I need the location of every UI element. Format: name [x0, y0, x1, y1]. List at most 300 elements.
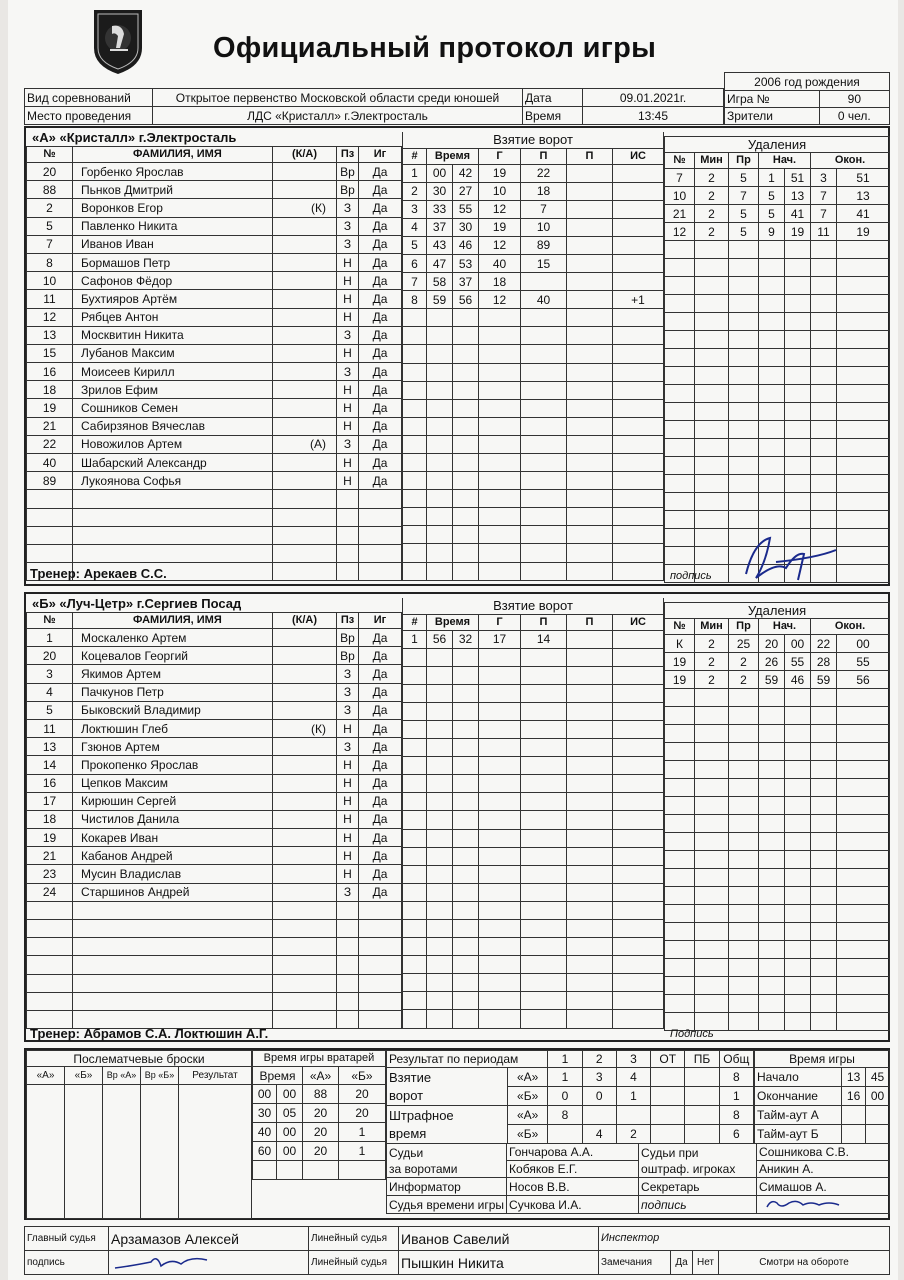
goal-second: 32: [453, 630, 479, 648]
player-name: Быковский Владимир: [73, 701, 273, 719]
end-sec: 00: [866, 1087, 890, 1106]
goal-assist-1: 10: [521, 218, 567, 236]
pen-end-min: 11: [811, 223, 837, 241]
table-row: [403, 702, 664, 720]
goal-number: 3: [403, 200, 427, 218]
player-position: Н: [337, 756, 359, 774]
timeout-b-label: Тайм-аут Б: [755, 1125, 842, 1144]
table-row: [27, 792, 402, 810]
period-value: 8: [719, 1068, 753, 1087]
goal-col-p1: П: [521, 614, 567, 630]
team-a-coach: Тренер: Арекаев С.С.: [30, 566, 167, 581]
goal-assist-1: 18: [521, 182, 567, 200]
end-min: 16: [842, 1087, 866, 1106]
player-position: Н: [337, 290, 359, 308]
table-row: [403, 472, 664, 490]
pen-start-sec: 46: [785, 671, 811, 689]
player-played: Да: [359, 235, 402, 253]
pen-col-num: №: [665, 153, 695, 169]
pen-start-sec: 19: [785, 223, 811, 241]
table-row: [403, 508, 664, 526]
goal-number: 7: [403, 273, 427, 291]
period-value: [685, 1068, 719, 1087]
goal-second: 53: [453, 254, 479, 272]
player-number: 13: [27, 738, 73, 756]
pen-start-sec: 41: [785, 205, 811, 223]
period-value: 0: [582, 1087, 616, 1106]
player-role: [273, 290, 337, 308]
line-judge-label-2: Линейный судья: [309, 1251, 399, 1275]
pen-end-min: 22: [811, 635, 837, 653]
pen-start-sec: 13: [785, 187, 811, 205]
goal-col-g: Г: [479, 148, 521, 164]
line-judge-2: Пышкин Никита: [399, 1251, 599, 1275]
header-table: [24, 88, 724, 125]
period-value: 4: [616, 1068, 650, 1087]
date-value: 09.01.2021г.: [583, 89, 724, 107]
game-time-title: Время игры: [755, 1051, 890, 1068]
pen-reason: 2: [729, 653, 759, 671]
player-name: Мусин Владислав: [73, 865, 273, 883]
player-name: Пачкунов Петр: [73, 683, 273, 701]
pen-end-sec: 41: [837, 205, 890, 223]
player-number: 3: [27, 665, 73, 683]
table-row: [403, 164, 664, 182]
pen-minutes: 2: [695, 653, 729, 671]
table-row: [403, 739, 664, 757]
player-number: 21: [27, 417, 73, 435]
player-name: Бормашов Петр: [73, 253, 273, 271]
pen-col-min: Мин: [695, 619, 729, 635]
table-row: [27, 938, 402, 956]
goal-number: 8: [403, 291, 427, 309]
player-played: Да: [359, 399, 402, 417]
player-name: Прокопенко Ярослав: [73, 756, 273, 774]
table-row: [27, 810, 402, 828]
player-name: Локтюшин Глеб: [73, 719, 273, 737]
goal-minute: 56: [427, 630, 453, 648]
player-role: [273, 774, 337, 792]
period-value: 2: [616, 1125, 650, 1144]
table-row: [403, 811, 664, 829]
player-name: Цепков Максим: [73, 774, 273, 792]
player-played: Да: [359, 435, 402, 453]
start-min: 13: [842, 1068, 866, 1087]
player-position: З: [337, 363, 359, 381]
team-b-signature-label: Подпись: [670, 1028, 714, 1040]
goalie-b: 20: [339, 1104, 386, 1123]
pen-start-min: 5: [759, 205, 785, 223]
goal-situation: [613, 182, 664, 200]
table-row: [27, 326, 402, 344]
goal-scorer: 19: [479, 164, 521, 182]
player-number: 18: [27, 810, 73, 828]
player-name: Кабанов Андрей: [73, 847, 273, 865]
player-role: [273, 253, 337, 271]
table-row: [665, 671, 890, 689]
start-label: Начало: [755, 1068, 842, 1087]
table-row: [387, 1087, 754, 1106]
table-row: [665, 385, 890, 403]
table-row: [27, 363, 402, 381]
remarks-yes: Да: [671, 1251, 693, 1275]
table-row: [27, 701, 402, 719]
pen-number: 7: [665, 169, 695, 187]
player-role: [273, 683, 337, 701]
table-row: [27, 181, 402, 199]
time-label: Время: [523, 107, 583, 125]
player-position: Н: [337, 829, 359, 847]
table-row: [403, 345, 664, 363]
team-a-goals: [402, 132, 664, 581]
player-role: [273, 756, 337, 774]
pen-end-sec: 56: [837, 671, 890, 689]
player-played: Да: [359, 163, 402, 181]
goalie-second: 00: [277, 1142, 303, 1161]
goalie-time-table: [252, 1050, 386, 1180]
timekeeper-label: Судья времени игры: [387, 1196, 507, 1214]
table-row: [665, 743, 890, 761]
goal-assist-1: [521, 273, 567, 291]
table-row: [27, 738, 402, 756]
player-role: (К): [273, 199, 337, 217]
table-row: [27, 992, 402, 1010]
table-row: [665, 511, 890, 529]
goal-situation: [613, 164, 664, 182]
period-col-1: 2: [582, 1051, 616, 1068]
goal-assist-2: [567, 200, 613, 218]
pen-end-sec: 55: [837, 653, 890, 671]
pen-reason: 25: [729, 635, 759, 653]
player-played: Да: [359, 683, 402, 701]
col-ig-header: Иг: [359, 613, 402, 629]
goal-col-is: ИС: [613, 614, 664, 630]
period-value: [582, 1106, 616, 1125]
end-label: Окончание: [755, 1087, 842, 1106]
table-row: [27, 901, 402, 919]
table-row: [27, 235, 402, 253]
player-position: Н: [337, 344, 359, 362]
table-row: [403, 200, 664, 218]
pen-reason: 7: [729, 187, 759, 205]
player-position: Н: [337, 272, 359, 290]
period-row-label: Взятие: [387, 1068, 508, 1087]
col-pz-header: Пз: [337, 613, 359, 629]
table-row: [27, 399, 402, 417]
col-name-header: ФАМИЛИЯ, ИМЯ: [73, 613, 273, 629]
table-row: [665, 223, 890, 241]
player-played: Да: [359, 199, 402, 217]
player-role: [273, 665, 337, 683]
goal-situation: [613, 218, 664, 236]
goals-title: Взятие ворот: [403, 132, 664, 148]
pen-start-min: 1: [759, 169, 785, 187]
goal-second: 27: [453, 182, 479, 200]
table-row: [665, 725, 890, 743]
table-row: [665, 869, 890, 887]
goal-scorer: 12: [479, 236, 521, 254]
goal-number: 6: [403, 254, 427, 272]
table-row: [253, 1161, 386, 1180]
table-row: [387, 1125, 754, 1144]
table-row: [665, 923, 890, 941]
table-row: [403, 829, 664, 847]
table-row: [27, 272, 402, 290]
player-played: Да: [359, 253, 402, 271]
start-sec: 45: [866, 1068, 890, 1087]
remarks-no: Нет: [693, 1251, 719, 1275]
player-position: З: [337, 435, 359, 453]
player-number: 5: [27, 701, 73, 719]
table-row: [665, 941, 890, 959]
table-row: [403, 526, 664, 544]
goal-number: 1: [403, 164, 427, 182]
player-played: Да: [359, 774, 402, 792]
shootout-table: [26, 1050, 252, 1219]
player-name: Сабирзянов Вячеслав: [73, 417, 273, 435]
player-number: 89: [27, 472, 73, 490]
player-name: Кирюшин Сергей: [73, 792, 273, 810]
table-row: [27, 526, 402, 544]
goalie-minute: 40: [253, 1123, 277, 1142]
player-played: Да: [359, 647, 402, 665]
col-pz-header: Пз: [337, 147, 359, 163]
table-row: [27, 665, 402, 683]
player-number: 8: [27, 253, 73, 271]
table-row: [27, 163, 402, 181]
table-row: [27, 199, 402, 217]
period-col-0: 1: [548, 1051, 582, 1068]
table-row: [27, 774, 402, 792]
pen-end-min: 7: [811, 187, 837, 205]
table-row: [403, 793, 664, 811]
goal-scorer: 19: [479, 218, 521, 236]
player-name: Иванов Иван: [73, 235, 273, 253]
player-name: Лубанов Максим: [73, 344, 273, 362]
goal-number: 2: [403, 182, 427, 200]
table-row: [403, 865, 664, 883]
pen-end-sec: 00: [837, 635, 890, 653]
period-value: 3: [582, 1068, 616, 1087]
player-name: Зрилов Ефим: [73, 381, 273, 399]
player-position: Н: [337, 810, 359, 828]
player-role: [273, 235, 337, 253]
goal-second: 46: [453, 236, 479, 254]
player-number: 88: [27, 181, 73, 199]
player-number: 1: [27, 629, 73, 647]
player-name: Горбенко Ярослав: [73, 163, 273, 181]
player-position: Н: [337, 253, 359, 271]
goalie-minute: 30: [253, 1104, 277, 1123]
player-played: Да: [359, 417, 402, 435]
pen-minutes: 2: [695, 635, 729, 653]
goal-second: 42: [453, 164, 479, 182]
pen-reason: 5: [729, 169, 759, 187]
player-name: Павленко Никита: [73, 217, 273, 235]
player-role: [273, 883, 337, 901]
player-role: [273, 326, 337, 344]
player-played: Да: [359, 665, 402, 683]
goalie-a: 88: [303, 1085, 339, 1104]
team-b-goals: [402, 598, 664, 1029]
table-row: [403, 254, 664, 272]
period-value: 1: [616, 1087, 650, 1106]
player-role: [273, 701, 337, 719]
player-role: [273, 647, 337, 665]
player-played: Да: [359, 883, 402, 901]
table-row: [403, 218, 664, 236]
team-a-signature: [726, 532, 856, 586]
so-b-header: «Б»: [65, 1067, 103, 1085]
pen-minutes: 2: [695, 169, 729, 187]
footer-table: [24, 1226, 890, 1275]
table-row: [665, 797, 890, 815]
pen-start-sec: 00: [785, 635, 811, 653]
player-played: Да: [359, 701, 402, 719]
player-role: [273, 181, 337, 199]
player-position: З: [337, 701, 359, 719]
goal-assist-2: [567, 182, 613, 200]
player-name: Сафонов Фёдор: [73, 272, 273, 290]
goals-title: Взятие ворот: [403, 598, 664, 614]
table-row: [665, 421, 890, 439]
pen-end-min: 28: [811, 653, 837, 671]
player-role: [273, 399, 337, 417]
goal-situation: [613, 630, 664, 648]
goal-scorer: 40: [479, 254, 521, 272]
player-played: Да: [359, 810, 402, 828]
table-row: [403, 454, 664, 472]
table-row: [253, 1142, 386, 1161]
table-row: [403, 291, 664, 309]
period-value: 6: [719, 1125, 753, 1144]
goal-assist-1: 14: [521, 630, 567, 648]
table-row: [403, 920, 664, 938]
table-row: [403, 544, 664, 562]
pen-reason: 2: [729, 671, 759, 689]
table-row: [665, 475, 890, 493]
table-row: [665, 367, 890, 385]
secretary-signature: [759, 1197, 859, 1211]
player-played: Да: [359, 756, 402, 774]
pen-end-min: 59: [811, 671, 837, 689]
table-row: [27, 629, 402, 647]
player-position: З: [337, 883, 359, 901]
goal-judge-1: Гончарова А.А.: [507, 1144, 639, 1161]
pen-col-end: Окон.: [811, 153, 890, 169]
table-row: [403, 273, 664, 291]
col-ig-header: Иг: [359, 147, 402, 163]
table-row: [665, 187, 890, 205]
goal-col-hash: #: [403, 614, 427, 630]
place-value: ЛДС «Кристалл» г.Электросталь: [153, 107, 523, 125]
player-position: Н: [337, 865, 359, 883]
pen-col-end: Окон.: [811, 619, 890, 635]
table-row: [403, 435, 664, 453]
player-number: 15: [27, 344, 73, 362]
player-position: Н: [337, 381, 359, 399]
game-info-table: [724, 72, 890, 125]
pen-number: К: [665, 635, 695, 653]
table-row: [27, 974, 402, 992]
player-played: Да: [359, 865, 402, 883]
goal-minute: 59: [427, 291, 453, 309]
table-row: [403, 775, 664, 793]
col-name-header: ФАМИЛИЯ, ИМЯ: [73, 147, 273, 163]
goal-assist-2: [567, 291, 613, 309]
goalie-second: 00: [277, 1085, 303, 1104]
goal-scorer: 17: [479, 630, 521, 648]
table-row: [403, 630, 664, 648]
goalie-second: 05: [277, 1104, 303, 1123]
table-row: [27, 344, 402, 362]
period-row-label: Штрафное: [387, 1106, 508, 1125]
goal-col-p2: П: [567, 148, 613, 164]
player-played: Да: [359, 738, 402, 756]
goal-minute: 30: [427, 182, 453, 200]
player-position: Н: [337, 308, 359, 326]
player-name: Воронков Егор: [73, 199, 273, 217]
table-row: [665, 851, 890, 869]
player-number: 19: [27, 829, 73, 847]
period-results-table: [386, 1050, 754, 1144]
informer-label: Информатор: [387, 1178, 507, 1196]
player-number: 11: [27, 290, 73, 308]
table-row: [403, 956, 664, 974]
goal-col-hash: #: [403, 148, 427, 164]
goalie-minute: 00: [253, 1085, 277, 1104]
player-position: Вр: [337, 181, 359, 199]
player-played: Да: [359, 719, 402, 737]
pen-number: 21: [665, 205, 695, 223]
comp-value: Открытое первенство Московской области среди юношей: [153, 89, 523, 107]
table-row: [665, 331, 890, 349]
pen-start-min: 59: [759, 671, 785, 689]
goal-scorer: 10: [479, 182, 521, 200]
player-position: З: [337, 738, 359, 756]
goal-scorer: 18: [479, 273, 521, 291]
team-a-title: «А» «Кристалл» г.Электросталь: [32, 130, 237, 145]
goal-second: 30: [453, 218, 479, 236]
team-a-penalties: [664, 136, 890, 583]
pen-col-min: Мин: [695, 153, 729, 169]
player-role: (К): [273, 719, 337, 737]
goalie-b: 1: [339, 1123, 386, 1142]
secretary-name: Симашов А.: [757, 1178, 890, 1196]
table-row: [665, 439, 890, 457]
player-role: [273, 865, 337, 883]
goal-assist-2: [567, 236, 613, 254]
table-row: [665, 761, 890, 779]
pen-end-min: 7: [811, 205, 837, 223]
chief-label: Главный судья: [25, 1227, 109, 1251]
chief-signature-label: подпись: [25, 1251, 109, 1275]
goal-col-p2: П: [567, 614, 613, 630]
table-row: [403, 883, 664, 901]
period-results-title: Результат по периодам: [387, 1051, 548, 1068]
table-row: [665, 977, 890, 995]
player-number: 24: [27, 883, 73, 901]
goalie-col-a: «А»: [303, 1067, 339, 1085]
player-name: Якимов Артем: [73, 665, 273, 683]
player-role: [273, 472, 337, 490]
table-row: [403, 648, 664, 666]
goalie-b: 1: [339, 1142, 386, 1161]
player-number: 11: [27, 719, 73, 737]
hockey-logo-icon: [88, 4, 148, 76]
pen-reason: 5: [729, 223, 759, 241]
table-row: [403, 182, 664, 200]
